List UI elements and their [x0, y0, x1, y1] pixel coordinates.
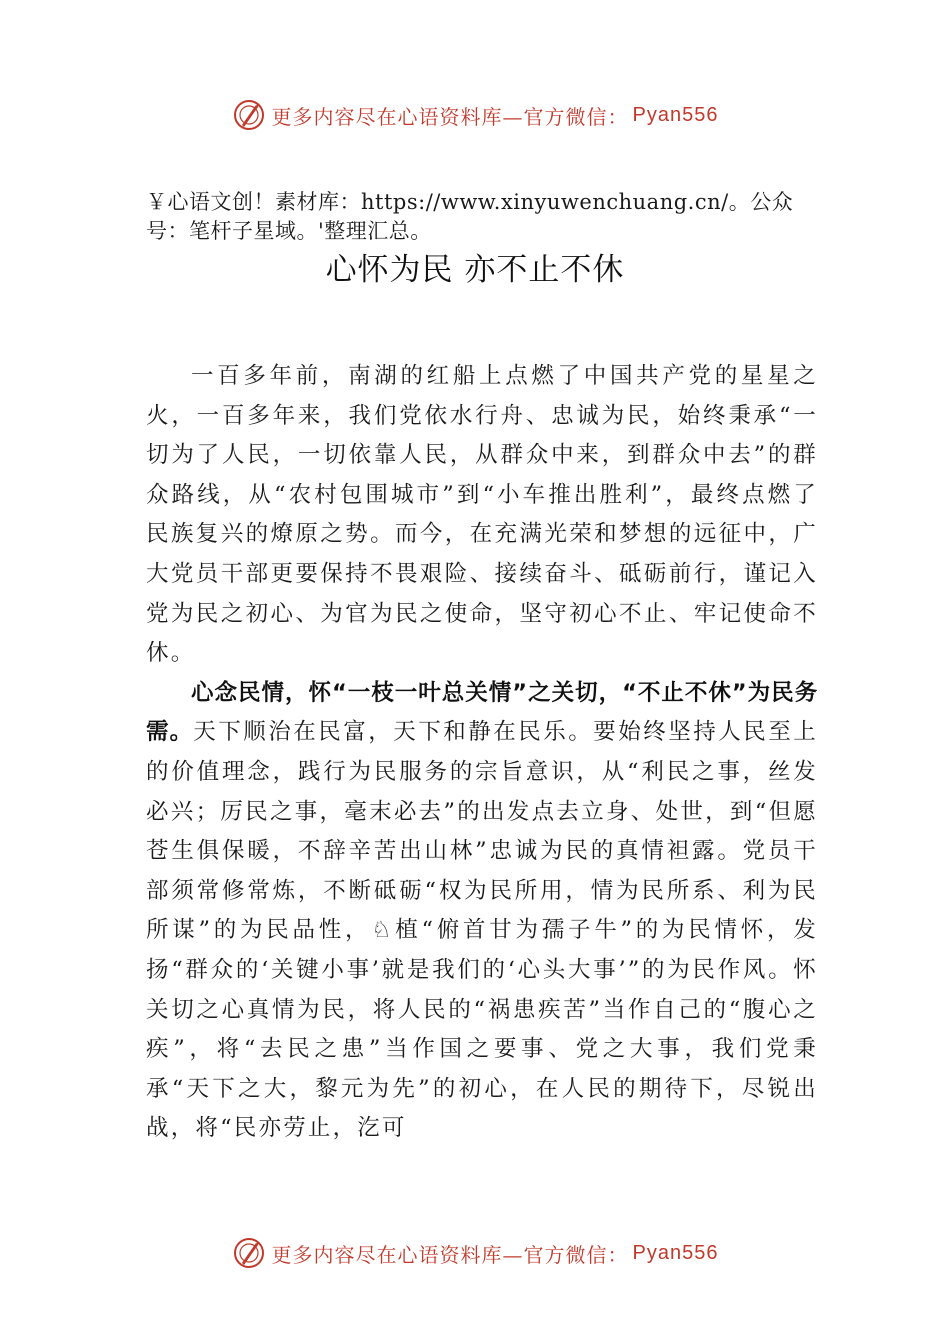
paragraph-text: 天下顺治在民富，天下和静在民乐。要始终坚持人民至上的价值理念，践行为民服务的宗旨意识，从“利民之事，丝发必兴；厉民之事，毫末必去”的出发点去立身、处世，到“但愿苍生俱保暖，不辞辛苦出山林”忠诚为民的真情袒露。党员干部须常修常炼，不断砥砺“权为民所用，情为民所系、利为民所谋”的为民品性，♘植“俯首甘为孺子牛”的为民情怀，发扬“群众的‘关键小事’就是我们的‘心头大事’”的为民作风。怀关切之心真情为民，将人民的“祸患疾苦”当作自己的“腹心之疾”，将“去民之患”当作国之要事、党之大事，我们党秉承“天下之大，黎元为先”的初心，在人民的期待下，尽锐出战，将“民亦劳止，汔可: [146, 719, 818, 1142]
header-brand-text: 更多内容尽在心语资料库—官方微信：: [271, 104, 629, 129]
source-note: ￥心语文创！素材库：https://www.xinyuwenchuang.cn/。公众号：笔杆子星域。'整理汇总。: [146, 190, 794, 243]
footer-watermark: [0, 1233, 950, 1273]
quill-seal-icon: [232, 98, 266, 132]
paragraph-minqing: [146, 674, 818, 1149]
document-body: [146, 357, 818, 1149]
header-watermark: [0, 95, 950, 135]
footer-brand-text: 更多内容尽在心语资料库—官方微信：: [271, 1242, 629, 1267]
page-title: 心怀为民 亦不止不休: [325, 252, 625, 288]
paragraph-lead: 心念民情，怀“一枝一叶总关情”之关切，“不止不休”为民务需。: [146, 679, 818, 746]
paragraph-text: 一百多年前，南湖的红船上点燃了中国共产党的星星之火，一百多年来，我们党依水行舟、忠诚为民，始终秉承“一切为了人民，一切依靠人民，从群众中来，到群众中去”的群众路线，从“农村包围城市”到“小车推出胜利”，最终点燃了民族复兴的燎原之势。而今，在充满光荣和梦想的远征中，广大党员干部更要保持不畏艰险、接续奋斗、砥砺前行，谨记入党为民之初心、为官为民之使命，坚守初心不止、牢记使命不休。: [146, 363, 818, 667]
paragraph-intro: [146, 357, 818, 674]
footer-wechat-id: Pyan556: [632, 1241, 719, 1264]
header-wechat-id: Pyan556: [632, 103, 719, 126]
quill-seal-icon: [232, 1236, 266, 1270]
